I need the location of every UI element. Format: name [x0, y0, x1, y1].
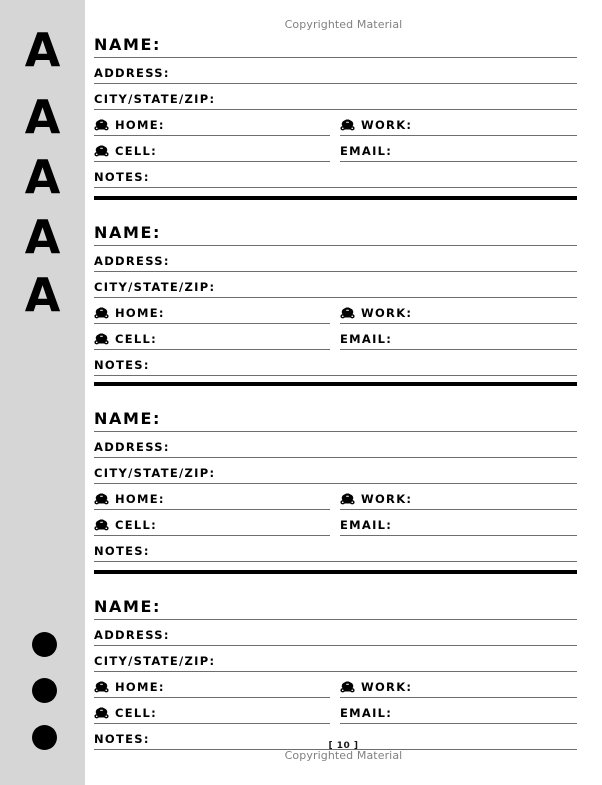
entry-divider-2	[94, 382, 577, 386]
telephone-icon	[94, 307, 109, 323]
home-value	[165, 694, 171, 697]
name-value	[161, 428, 167, 431]
telephone-icon	[340, 307, 355, 323]
name-value	[161, 54, 167, 57]
email-label: EMAIL:	[340, 144, 393, 158]
home-value	[165, 506, 171, 509]
notes-field-1[interactable]	[94, 167, 577, 188]
telephone-icon	[340, 119, 355, 135]
notes-label: NOTES:	[94, 170, 150, 184]
address-label: ADDRESS:	[94, 440, 170, 454]
telephone-icon	[94, 707, 109, 723]
name-field-2[interactable]	[94, 220, 577, 246]
work-phone-field-1[interactable]	[340, 115, 577, 136]
city-state-zip-label: CITY/STATE/ZIP:	[94, 280, 216, 294]
email-value	[392, 720, 398, 723]
notes-value	[150, 372, 156, 375]
entry-divider-1	[94, 196, 577, 200]
work-phone-field-3[interactable]	[340, 489, 577, 510]
home-label: HOME:	[115, 680, 165, 694]
cell-value	[157, 720, 163, 723]
telephone-icon	[94, 493, 109, 509]
address-label: ADDRESS:	[94, 66, 170, 80]
cell-value	[157, 158, 163, 161]
work-phone-field-2[interactable]	[340, 303, 577, 324]
address-field-4[interactable]	[94, 625, 577, 646]
cell-phone-field-4[interactable]	[94, 703, 330, 724]
work-value	[412, 694, 418, 697]
email-value	[392, 346, 398, 349]
email-label: EMAIL:	[340, 706, 393, 720]
cell-value	[157, 346, 163, 349]
sidebar-letter-tab-1[interactable]: A	[24, 23, 61, 77]
home-phone-field-1[interactable]	[94, 115, 330, 136]
work-value	[412, 132, 418, 135]
cell-label: CELL:	[115, 332, 158, 346]
copyright-notice-top: Copyrighted Material	[284, 18, 403, 31]
contact-entry-2	[94, 215, 577, 376]
address-label: ADDRESS:	[94, 628, 170, 642]
sidebar-letter-tab-4[interactable]: A	[24, 210, 61, 264]
telephone-icon	[340, 681, 355, 697]
address-value	[170, 80, 176, 83]
notes-label: NOTES:	[94, 544, 150, 558]
notes-value	[150, 558, 156, 561]
home-phone-field-3[interactable]	[94, 489, 330, 510]
email-value	[392, 158, 398, 161]
home-label: HOME:	[115, 306, 165, 320]
work-value	[412, 320, 418, 323]
sidebar-bullet-dot-2[interactable]	[32, 678, 57, 703]
page-content	[85, 0, 602, 785]
contact-entry-3	[94, 401, 577, 562]
name-label: NAME:	[94, 409, 162, 428]
sidebar-letter-tab-5[interactable]: A	[24, 268, 61, 322]
city-state-zip-value	[215, 668, 221, 671]
contact-entry-4	[94, 589, 577, 750]
telephone-icon	[94, 681, 109, 697]
home-value	[165, 132, 171, 135]
telephone-icon	[94, 145, 109, 161]
name-field-1[interactable]	[94, 32, 577, 58]
notes-field-2[interactable]	[94, 355, 577, 376]
city-state-zip-value	[215, 294, 221, 297]
notes-field-3[interactable]	[94, 541, 577, 562]
city-state-zip-field-1[interactable]	[94, 89, 577, 110]
work-label: WORK:	[361, 680, 413, 694]
work-label: WORK:	[361, 306, 413, 320]
home-phone-field-4[interactable]	[94, 677, 330, 698]
page-number: [ 10 ]	[328, 741, 359, 751]
city-state-zip-label: CITY/STATE/ZIP:	[94, 466, 216, 480]
sidebar-letter-tab-2[interactable]: A	[24, 90, 61, 144]
notes-value	[150, 184, 156, 187]
work-value	[412, 506, 418, 509]
address-value	[170, 454, 176, 457]
work-phone-field-4[interactable]	[340, 677, 577, 698]
address-value	[170, 642, 176, 645]
cell-phone-field-3[interactable]	[94, 515, 330, 536]
cell-value	[157, 532, 163, 535]
cell-phone-field-1[interactable]	[94, 141, 330, 162]
home-phone-field-2[interactable]	[94, 303, 330, 324]
address-field-1[interactable]	[94, 63, 577, 84]
city-state-zip-label: CITY/STATE/ZIP:	[94, 92, 216, 106]
city-state-zip-value	[215, 106, 221, 109]
sidebar-letter-tab-3[interactable]: A	[24, 150, 61, 204]
name-label: NAME:	[94, 35, 162, 54]
contact-entry-1	[94, 27, 577, 188]
home-label: HOME:	[115, 118, 165, 132]
home-value	[165, 320, 171, 323]
name-label: NAME:	[94, 597, 162, 616]
address-value	[170, 268, 176, 271]
entry-divider-3	[94, 570, 577, 574]
address-field-3[interactable]	[94, 437, 577, 458]
email-value	[392, 532, 398, 535]
telephone-icon	[94, 333, 109, 349]
notes-label: NOTES:	[94, 358, 150, 372]
sidebar-bullet-dot-3[interactable]	[32, 725, 57, 750]
telephone-icon	[340, 493, 355, 509]
city-state-zip-label: CITY/STATE/ZIP:	[94, 654, 216, 668]
email-field-4[interactable]	[340, 703, 577, 724]
email-label: EMAIL:	[340, 332, 393, 346]
email-field-2[interactable]	[340, 329, 577, 350]
notes-label: NOTES:	[94, 732, 150, 746]
city-state-zip-field-3[interactable]	[94, 463, 577, 484]
alphabet-tab-sidebar	[0, 0, 85, 785]
email-field-3[interactable]	[340, 515, 577, 536]
name-label: NAME:	[94, 223, 162, 242]
copyright-notice-bottom: Copyrighted Material	[284, 749, 403, 762]
name-value	[161, 616, 167, 619]
home-label: HOME:	[115, 492, 165, 506]
work-label: WORK:	[361, 492, 413, 506]
address-label: ADDRESS:	[94, 254, 170, 268]
email-label: EMAIL:	[340, 518, 393, 532]
sidebar-bullet-dot-1[interactable]	[32, 632, 57, 657]
city-state-zip-field-4[interactable]	[94, 651, 577, 672]
cell-phone-field-2[interactable]	[94, 329, 330, 350]
telephone-icon	[94, 519, 109, 535]
name-field-3[interactable]	[94, 406, 577, 432]
cell-label: CELL:	[115, 518, 158, 532]
name-value	[161, 242, 167, 245]
cell-label: CELL:	[115, 144, 158, 158]
email-field-1[interactable]	[340, 141, 577, 162]
work-label: WORK:	[361, 118, 413, 132]
city-state-zip-value	[215, 480, 221, 483]
address-field-2[interactable]	[94, 251, 577, 272]
name-field-4[interactable]	[94, 594, 577, 620]
city-state-zip-field-2[interactable]	[94, 277, 577, 298]
cell-label: CELL:	[115, 706, 158, 720]
telephone-icon	[94, 119, 109, 135]
